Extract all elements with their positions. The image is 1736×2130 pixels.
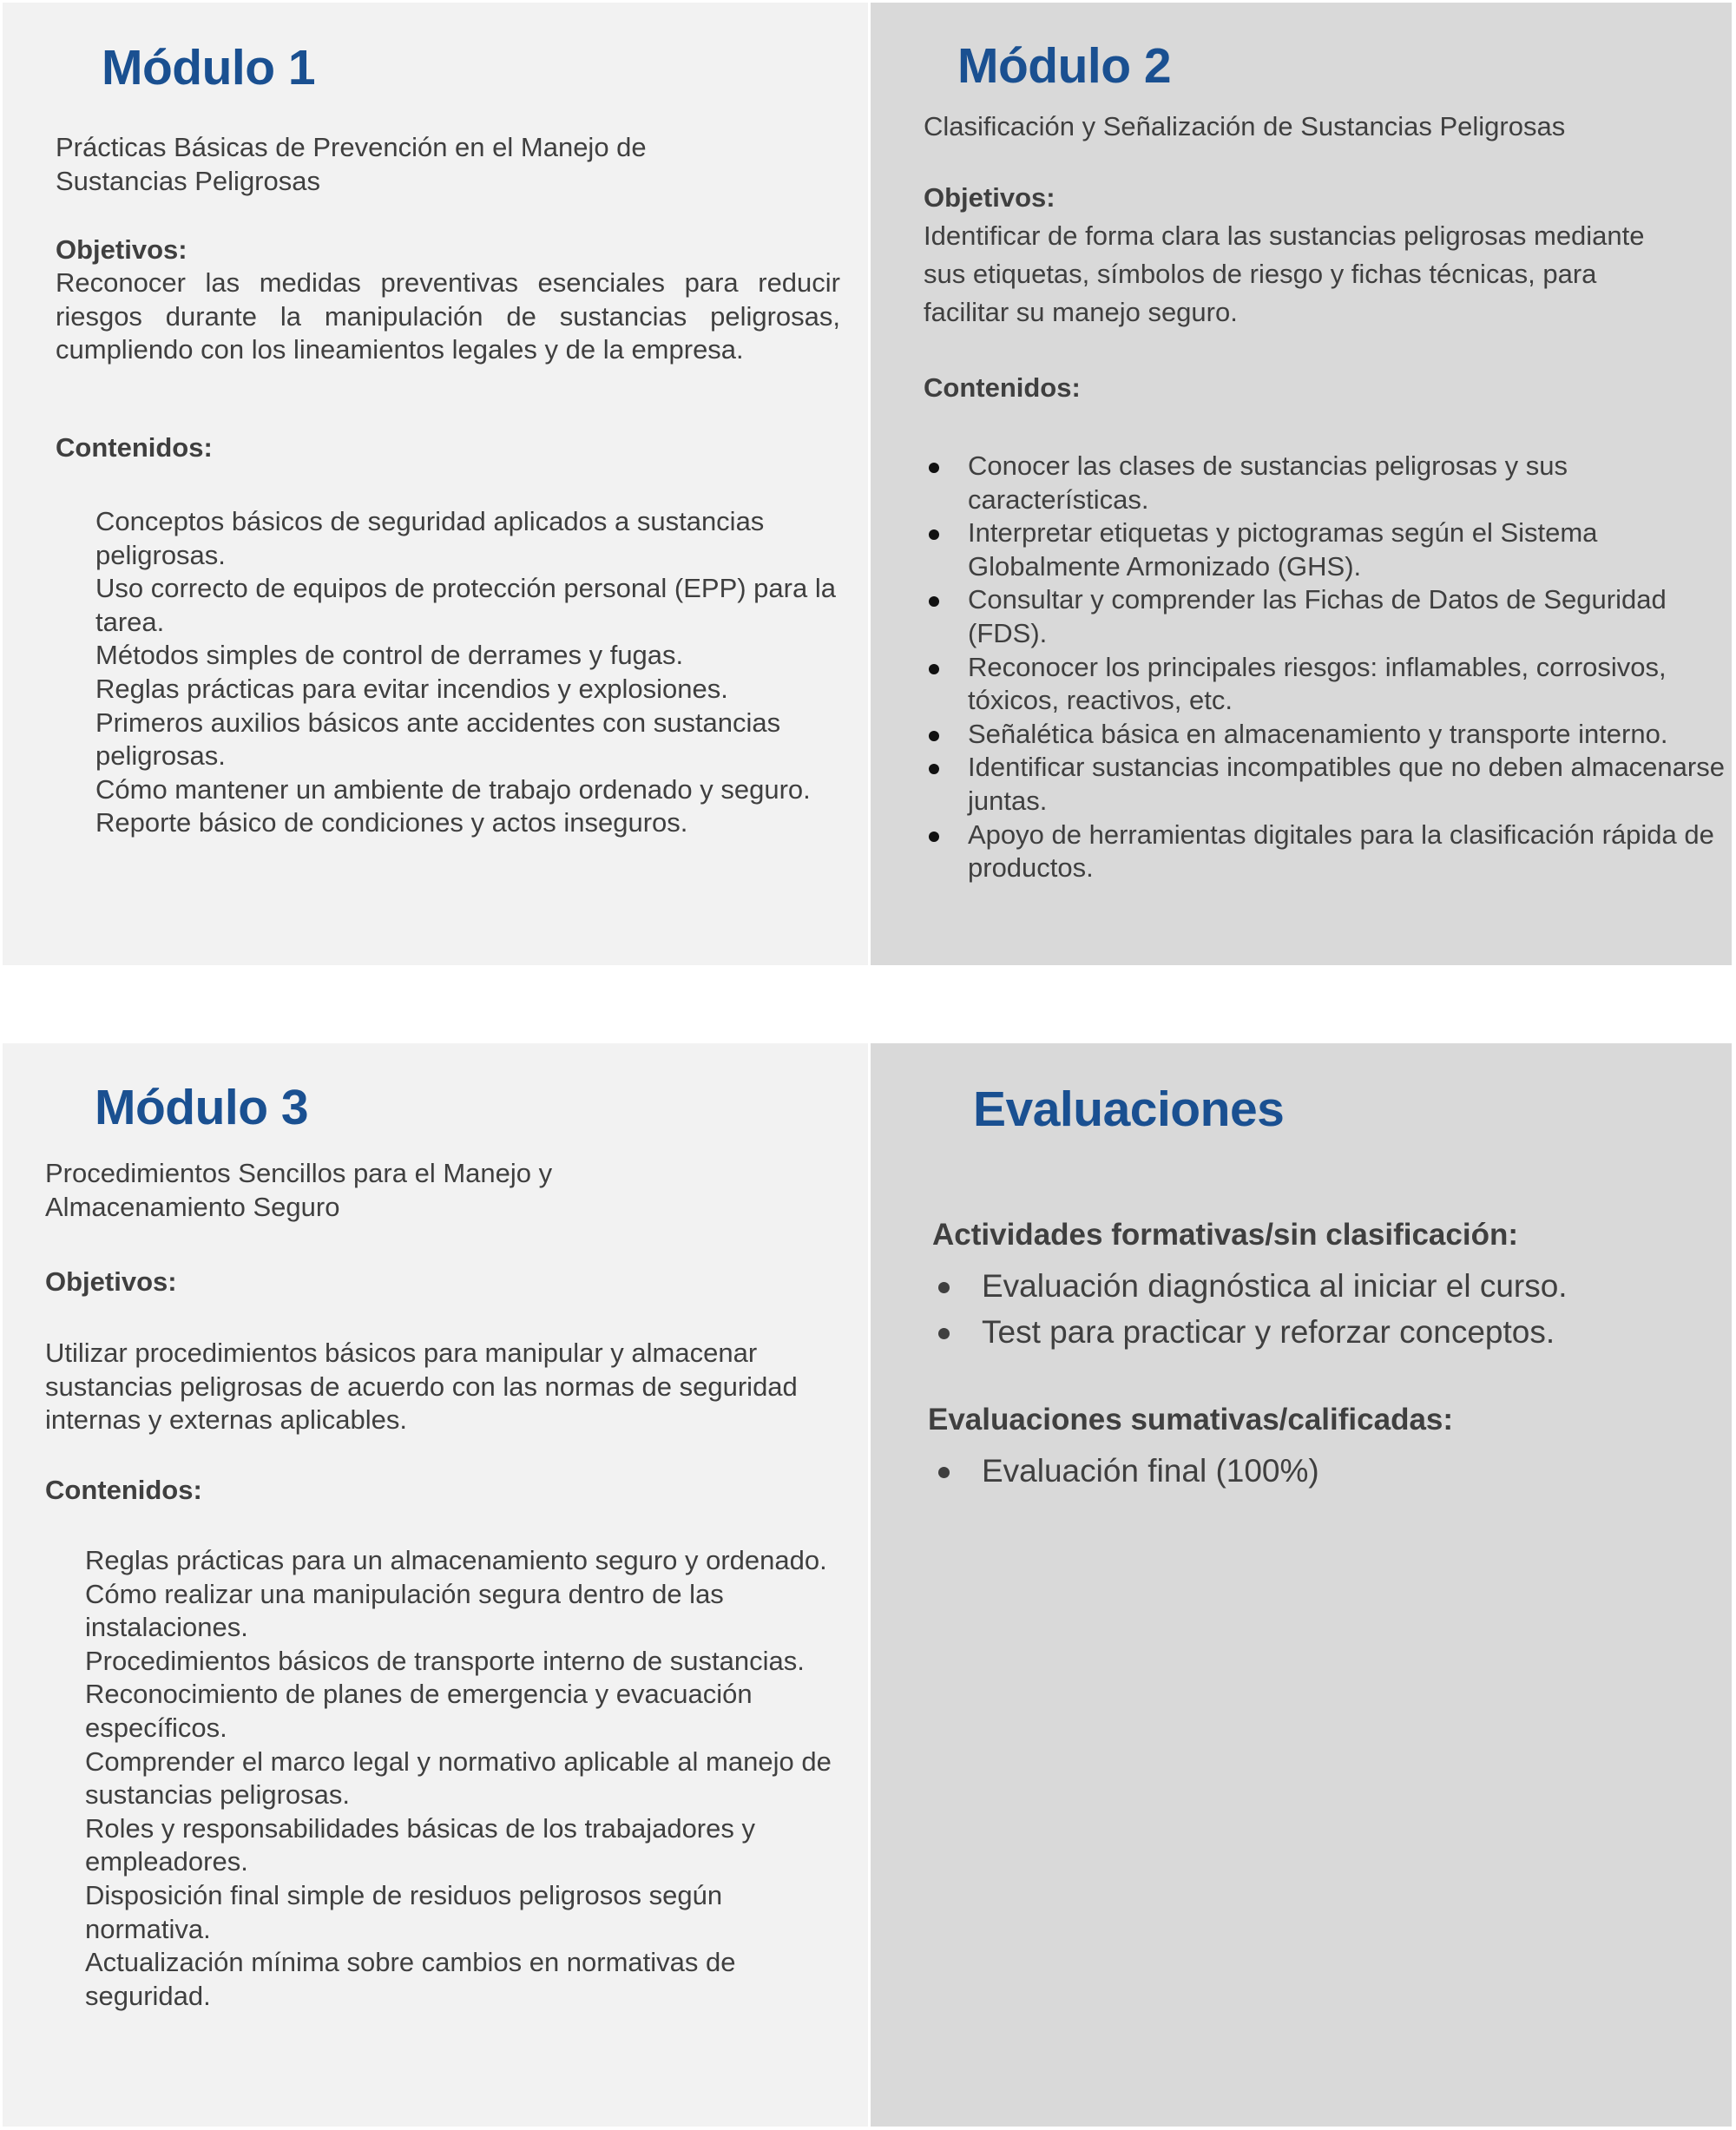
bullet-icon <box>929 832 939 842</box>
list-item <box>929 583 1727 650</box>
list-item: Primeros auxilios básicos ante accidentes con sustancias peligrosas. <box>95 707 781 772</box>
formativas-list <box>938 1263 1702 1355</box>
list-item: Reglas prácticas para un almacenamiento seguro y ordenado. <box>85 1545 827 1575</box>
list-item: Comprender el marco legal y normativo aplicable al manejo de sustancias peligrosas. <box>85 1745 832 1811</box>
modulo-2-panel <box>871 3 1732 965</box>
list-item: Roles y responsabilidades básicas de los trabajadores y empleadores. <box>85 1812 755 1877</box>
modulo-2-objetivos-label: Objetivos: <box>924 182 1055 213</box>
list-item-text: Test para practicar y reforzar conceptos. <box>982 1314 1555 1350</box>
modulo-1-contenidos-label: Contenidos: <box>56 432 213 463</box>
modulo-2-contenidos-label: Contenidos: <box>924 372 1081 403</box>
modulo-1-objetivos-text: Reconocer las medidas preventivas esenciales para reducir riesgos durante la manipulación de sustancias peligrosas, cumpliendo con los lineamientos legales y de la empresa. <box>56 267 840 365</box>
modulo-3-contenidos-list <box>85 1544 832 2013</box>
sumativas-label: Evaluaciones sumativas/calificadas: <box>928 1403 1454 1436</box>
modulo-2-contenidos-list <box>929 450 1727 885</box>
list-item: Disposición final simple de residuos peligrosos según normativa. <box>85 1879 723 1944</box>
modulo-1-subtitle: Prácticas Básicas de Prevención en el Manejo de Sustancias Peligrosas <box>56 132 647 196</box>
list-item <box>929 718 1727 752</box>
modulo-1-title: Módulo 1 <box>102 40 316 95</box>
list-item: Conceptos básicos de seguridad aplicados a sustancias peligrosas. <box>95 506 765 570</box>
bullet-icon <box>929 529 939 540</box>
list-item <box>938 1263 1702 1309</box>
modulo-1-objetivos-label: Objetivos: <box>56 234 187 265</box>
modulo-3-objetivos-text: Utilizar procedimientos básicos para manipular y almacenar sustancias peligrosas de acuerdo con las normas de seguridad internas y externas aplicables. <box>45 1338 798 1436</box>
list-item: Reglas prácticas para evitar incendios y explosiones. <box>95 673 728 704</box>
list-item: Actualización mínima sobre cambios en normativas de seguridad. <box>85 1947 736 2011</box>
bullet-icon <box>929 731 939 741</box>
list-item <box>929 516 1727 583</box>
modulo-3-panel <box>3 1043 868 2127</box>
modulo-3-title: Módulo 3 <box>95 1080 309 1135</box>
bullet-icon <box>938 1467 950 1478</box>
list-item <box>929 450 1727 516</box>
list-item: Reporte básico de condiciones y actos inseguros. <box>95 807 688 838</box>
list-item <box>929 818 1727 885</box>
bullet-icon <box>929 664 939 674</box>
bullet-icon <box>938 1282 950 1293</box>
list-item: Cómo mantener un ambiente de trabajo ordenado y seguro. <box>95 773 811 805</box>
evaluaciones-title: Evaluaciones <box>973 1081 1285 1137</box>
evaluaciones-panel <box>871 1043 1732 2127</box>
modulo-3-contenidos-label: Contenidos: <box>45 1475 202 1505</box>
sumativas-list <box>938 1448 1702 1494</box>
modulo-2-objetivos-text: Identificar de forma clara las sustancias peligrosas mediante sus etiquetas, símbolos de riesgo y fichas técnicas, para facilitar su manejo seguro. <box>924 220 1645 327</box>
list-item-text: Reconocer los principales riesgos: inflamables, corrosivos, tóxicos, reactivos, etc. <box>968 651 1667 716</box>
list-item-text: Interpretar etiquetas y pictogramas según el Sistema Globalmente Armonizado (GHS). <box>968 517 1598 582</box>
list-item <box>929 751 1727 818</box>
formativas-label: Actividades formativas/sin clasificación: <box>932 1218 1518 1252</box>
bullet-icon <box>929 463 939 473</box>
list-item <box>929 651 1727 718</box>
bullet-icon <box>929 596 939 607</box>
modulo-2-subtitle: Clasificación y Señalización de Sustancias Peligrosas <box>924 111 1566 141</box>
list-item: Reconocimiento de planes de emergencia y evacuación específicos. <box>85 1679 753 1743</box>
list-item: Uso correcto de equipos de protección personal (EPP) para la tarea. <box>95 573 836 637</box>
list-item: Cómo realizar una manipulación segura dentro de las instalaciones. <box>85 1578 724 1643</box>
list-item: Métodos simples de control de derrames y fugas. <box>95 640 684 671</box>
list-item-text: Conocer las clases de sustancias peligrosas y sus características. <box>968 450 1568 515</box>
list-item-text: Evaluación final (100%) <box>982 1453 1319 1489</box>
list-item: Procedimientos básicos de transporte interno de sustancias. <box>85 1645 805 1676</box>
modulo-1-contenidos-list <box>95 505 851 840</box>
list-item-text: Identificar sustancias incompatibles que no deben almacenarse juntas. <box>968 752 1725 816</box>
bullet-icon <box>929 764 939 774</box>
modulo-2-title: Módulo 2 <box>957 38 1172 94</box>
list-item <box>938 1448 1702 1494</box>
modulo-3-subtitle: Procedimientos Sencillos para el Manejo y Almacenamiento Seguro <box>45 1158 553 1222</box>
list-item-text: Consultar y comprender las Fichas de Datos de Seguridad (FDS). <box>968 584 1667 648</box>
list-item-text: Señalética básica en almacenamiento y transporte interno. <box>968 718 1668 749</box>
list-item <box>938 1309 1702 1355</box>
list-item-text: Apoyo de herramientas digitales para la clasificación rápida de productos. <box>968 818 1714 884</box>
modulo-1-panel <box>3 3 868 965</box>
modulo-3-objetivos-label: Objetivos: <box>45 1266 177 1297</box>
list-item-text: Evaluación diagnóstica al iniciar el curso. <box>982 1268 1568 1304</box>
bullet-icon <box>938 1328 950 1339</box>
